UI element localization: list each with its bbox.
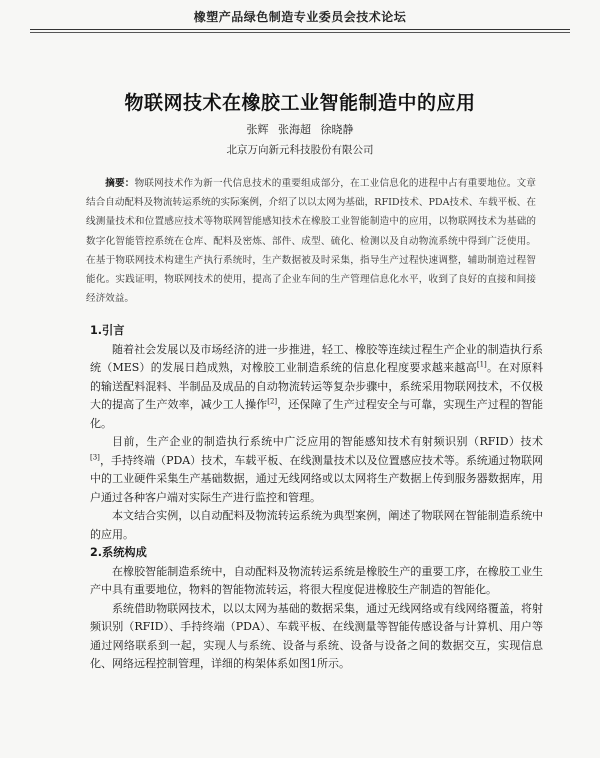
body-paragraph (90, 433, 543, 507)
abstract-text: 物联网技术作为新一代信息技术的重要组成部分，在工业信息化的进程中占有重要地位。文章结合自动配料及物流转运系统的实际案例，介绍了以以太网为基础，RFID技术、PDA技术、车载平板、在线测量技术和位置感应技术等物联网智能感知技术在橡胶工业智能制造中的应用，以物联网技术为基础的数字化智能管控系统在仓库、配料及密炼、部件、成型、硫化、检测以及自动物流系统中得到广泛使用。在基于物联网技术构建生产执行系统时，生产数据被及时采集，指导生产过程快速调整，辅助制造过程智能化。实践证明，物联网技术的使用，提高了企业车间的生产管理信息化水平，收到了良好的直接和间接经济效益。 (86, 178, 537, 305)
author-list (0, 121, 600, 137)
citation-marker: [1] (476, 360, 487, 369)
paragraph-text: 系统借助物联网技术，以以太网为基础的数据采集，通过无线网络或有线网络覆盖，将射频识别（RFID）、手持终端（PDA）、车载平板、在线测量等智能传感设备与计算机、用户等通过网络联系到一起，实现人与系统、设备与系统、设备与设备之间的数据交互，实现信息化、网络远程控制管理，详细的构架体系如图1所示。 (90, 601, 543, 670)
abstract-label: 摘要： (105, 178, 135, 189)
paragraph-text: 。在对原料的输送配料混料、半制品及成品的自动物流转运等复杂步骤中，系统采用物联网技术，不仅极大的提高了生产效率，减少工人操作 (90, 361, 543, 411)
citation-marker: [3] (90, 452, 100, 461)
paragraph-text: 随着社会发展以及市场经济的进一步推进，轻工、橡胶等连续过程生产企业的制造执行系统（MES）的发展日趋成熟，对橡胶工业制造系统的信息化程度要求越来越高 (90, 342, 543, 374)
abstract (86, 174, 536, 308)
author-name: 张辉 (246, 123, 269, 136)
paragraph-text: 目前，生产企业的制造执行系统中广泛应用的智能感知技术有射频识别（RFID）技术 (112, 435, 543, 448)
body-paragraph (90, 341, 543, 434)
paragraph-text: 本文结合实例，以自动配料及物流转运系统为典型案例，阐述了物联网在智能制造系统中的应用。 (90, 509, 543, 541)
article-body (90, 322, 543, 674)
author-name: 张海超 (278, 123, 311, 136)
running-header: 橡塑产品绿色制造专业委员会技术论坛 (193, 10, 407, 24)
body-paragraph (90, 563, 543, 600)
author-name: 徐晓静 (320, 123, 354, 136)
body-paragraph (90, 507, 543, 544)
header-rule (30, 29, 570, 33)
affiliation: 北京万向新元科技股份有限公司 (226, 144, 374, 156)
paragraph-text: 在橡胶智能制造系统中，自动配料及物流转运系统是橡胶生产的重要工序，在橡胶工业生产中具有重要地位，物料的智能物流转运，将很大程度促进橡胶生产制造的智能化。 (90, 564, 543, 596)
section-heading: 2.系统构成 (90, 546, 147, 559)
section-heading: 1.引言 (90, 324, 125, 337)
article-title: 物联网技术在橡胶工业智能制造中的应用 (124, 92, 476, 114)
paragraph-text: ，手持终端（PDA）技术，车载平板、在线测量技术以及位置感应技术等。系统通过物联网中的工业硬件采集生产基础数据，通过无线网络或以太网将生产数据上传到服务器数据库，用户通过各种客户端对实际生产进行监控和管理。 (90, 453, 543, 504)
citation-marker: [2] (267, 397, 278, 406)
paragraph-text: ，还保障了生产过程安全与可靠，实现生产过程的智能化。 (90, 398, 544, 430)
body-paragraph (90, 600, 543, 674)
